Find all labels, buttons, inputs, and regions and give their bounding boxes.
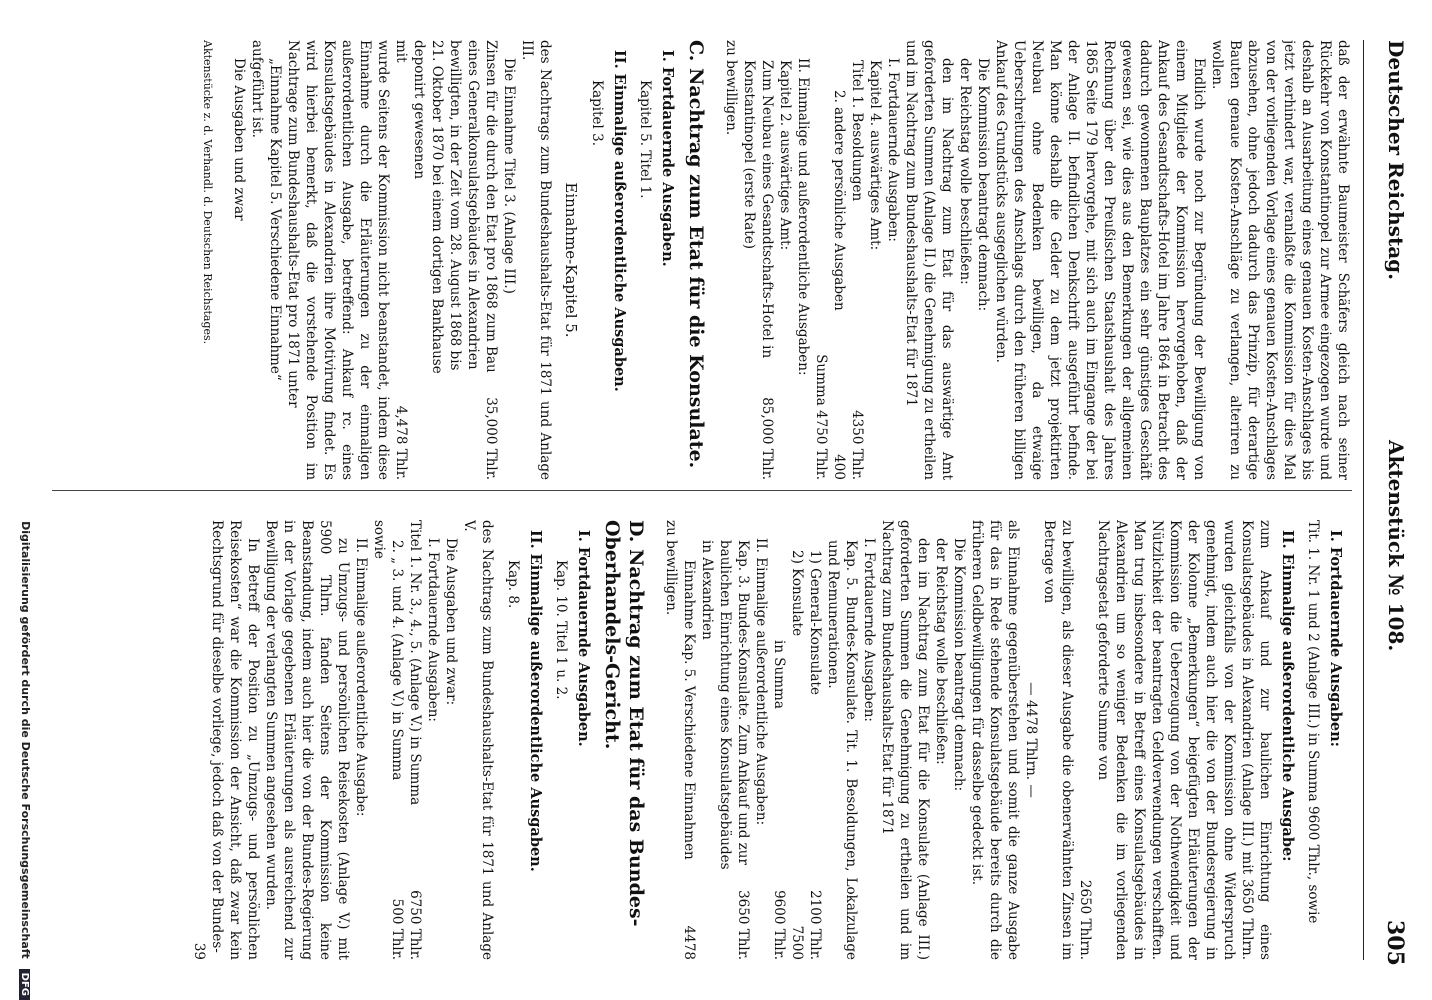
page-footer: Aktenstücke z. d. Verhandl. d. Deutschen Reichstages. (201, 40, 214, 345)
paragraph: des Nachtrags zum Bundeshaushalts-Etat für 1871 und Anlage V. (461, 520, 495, 960)
paragraph: den im Nachtrag zum Etat für die Konsulate (Anlage III.) geforderten Summen die Genehmigung zu ertheilen und im Nachtrag zum Bundeshaushalts-Etat für 1871 (879, 520, 931, 960)
section-label: I. Fortdauernde Ausgaben: (1327, 530, 1344, 748)
subsection-detail: Kapitel 5. Titel 1. (637, 80, 653, 199)
budget-line: 2) Konsulate (789, 550, 805, 637)
budget-amount: 2100 Thlr. (807, 890, 823, 960)
budget-line: 2. andere persönliche Ausgaben (831, 90, 847, 311)
paragraph: Die Ausgaben und zwar: (443, 538, 459, 706)
paragraph: mit (393, 40, 409, 63)
right-column (52, 520, 1352, 960)
paragraph: zu Umzugs- und persönlichen Reisekosten (Anlage V.) mit 5900 Thlrn. fanden Seitens der Kommission keine Beanstandung, indem auch hier die von der Bundes-Regierung in der Vorlage gegebenen Erläuterungen als ausreichend zur Bewilligung der verlangten Summen angesehen wurden. (263, 520, 351, 960)
budget-row (392, 40, 410, 480)
budget-row (806, 520, 824, 960)
section-label: II. Einmalige außerordentliche Ausgabe: (353, 538, 369, 817)
budget-line: Kapitel 4. auswärtiges Amt: (867, 60, 883, 251)
paragraph: den im Nachtrag zum Etat für das auswärtige Amt geforderten Summen (Anlage II.) die Genehmigung zu ertheilen und im Nachtrag zum Bundeshaushalts-Etat für 1871 (903, 40, 955, 480)
budget-line: Einnahme Kap. 5. Verschiedene Einnahmen (681, 560, 697, 860)
budget-amount: 7500 (789, 925, 805, 960)
section-label: I. Fortdauernde Ausgaben: (861, 538, 877, 722)
paragraph: der Reichstag wolle beschließen: (933, 538, 949, 765)
header-rule (1363, 40, 1364, 960)
paragraph: Die Einnahme Titel 3. (Anlage III.) (501, 58, 517, 294)
section-label: I. Fortdauernde Ausgaben: (425, 538, 441, 722)
budget-amount: 6750 Thlr. (407, 890, 423, 960)
paragraph: sowie (371, 520, 387, 559)
subsection-detail: Kapitel 3. (589, 80, 605, 146)
subsection-detail: Kap. 8. (505, 560, 521, 609)
budget-row (770, 520, 788, 960)
budget-row (848, 40, 866, 480)
budget-amount: 4,478 Thlr. (393, 405, 409, 480)
budget-row (388, 520, 406, 960)
budget-amount: — 4478 Thlrn. — (1023, 682, 1039, 798)
budget-line: Titel 1. Besoldungen (849, 60, 865, 202)
paragraph: Die Ausgaben und zwar (231, 58, 247, 221)
section-label: II. Einmalige außerordentliche Ausgabe: (1279, 530, 1296, 862)
paragraph: wurde Seitens der Kommission nicht beanstandet, indem diese Einnahme durch die Erläuterungen zu der einmaligen außerordentlichen Ausgabe, betreffend: Ankauf rc. eines Konsulatsgebäudes in Alexandrien ihre Motivirung findet. Es wird hierbei bemerkt, daß die vorstehende Position im Nachtrage zum Bundeshaushalts-Etat pro 1871 unter (285, 40, 391, 480)
paragraph: zu bewilligen. (723, 40, 739, 136)
section-heading-c: C. Nachtrag zum Etat für die Konsulate. (685, 40, 707, 469)
budget-amount: 500 Thlr. (389, 898, 405, 960)
paragraph: Endlich wurde noch zur Begründung der Bewilligung von einem Mitgliede der Kommission hervorgehoben, daß der Ankauf des Gesandtschafts-Hotel im Jahre 1864 in Betracht des dadurch gewonnenen Bauplatzes ein sehr günstiges Geschäft gewesen sei, wie dies aus den Bemerkungen der allgemeinen Rechnung über den Preußischen Staatshaushalt des Jahres 1865 Seite 179 hervorgehe, mit sich auch im Eingange der bei der Anlage II. befindlichen Denkschrift ausgeführt befinde. Man könne deshalb die Gelder zu dem jetzt projektirten Neubau ohne Bedenken bewilligen, da etwaige Ueberschreitungen des Anschlags durch den früheren billigen Ankauf des Grundstücks ausgeglichen würden. (993, 40, 1207, 480)
budget-line: Zum Neubau eines Gesandtschafts-Hotel in Konstantinopel (erste Rate) (741, 60, 775, 359)
section-label: II. Einmalige und außerordentliche Ausgaben: (795, 58, 811, 376)
paragraph: zum Ankauf und zur baulichen Einrichtung eines Konsulatsgebäudes in Alexandrien (Anlage III.) mit 3650 Thlrn. wurden gleichfalls von der Kommission ohne Widerspruch genehmigt, indem auch hier die von der Bundesregierung in der Kolonne „Bemerkungen“ beigefügten Erläuterungen der Kommission die Ueberzeugung von der Nothwendigkeit und Nützlichkeit der beantragten Geldverwendungen verschafften. Man trug insbesondere in Betreff eines Konsulatsgebäudes in Alexandrien um so weniger Bedenken die im vorliegenden Nachtragsetat geforderte Summe von (1095, 520, 1273, 960)
budget-line: 2. „ 3. und 4. (Anlage V.) in Summa (389, 540, 405, 781)
paragraph: Zinsen für die durch den Etat pro 1868 zum Bau eines Generalkonsulatsgebäudes in Alexandrien bewilligten, in der Zeit vom 28. August 1868 bis 21. Oktober 1870 bei einem dortigen Bankhause deponirt gewesenen (411, 40, 499, 374)
paragraph: zu bewilligen, als dieser Ausgabe die obenerwähnten Zinsen im Betrage von (1041, 520, 1075, 960)
budget-line: Titel 1. Nr. 3., 4., 5. (Anlage V.) in Summa (407, 520, 423, 806)
budget-amount: 4350 Thlr. (849, 410, 865, 480)
budget-amount: 85,000 Thlr. (759, 397, 775, 480)
credit-text: Digitalisierung gefördert durch die Deutsche Forschungsgemeinschaft (19, 521, 32, 959)
section-label: II. Einmalige außerordentliche Ausgaben: (753, 538, 769, 826)
budget-line: in Summa (771, 640, 787, 709)
budget-amount: 4478 (681, 925, 697, 960)
page-number: 305 (1382, 920, 1408, 966)
budget-row (410, 40, 500, 480)
digitization-credit (8, 0, 32, 1000)
paragraph: Die Kommission beantragt demnach: (975, 58, 991, 312)
budget-amount: 2650 Thlrn. (1077, 879, 1093, 960)
budget-line: Kap. 5. Bundes-Konsulate. Tit. 1. Besoldungen, Lokalzulage und Remunerationen. (825, 540, 859, 960)
subsection-heading: II. Einmalige außerordentliche Ausgaben. (527, 530, 544, 872)
budget-row (680, 520, 698, 960)
section-heading-d: D. Nachtrag zum Etat für das Bundes-Oberhandels-Gericht. (601, 520, 647, 927)
subsection-detail: Kap. 10. Titel 1 u. 2. (553, 560, 569, 700)
paragraph: Tit. 1. Nr. 1 und 2 (Anlage III.) in Summa 9600 Thlr., sowie (1305, 520, 1321, 924)
running-header-center: Aktenstück № 108. (1384, 440, 1408, 652)
left-column (52, 40, 1352, 480)
budget-amount: 400 (831, 454, 847, 480)
signature-mark: 39 (191, 942, 207, 960)
paragraph: der Reichstag wolle beschließen: (957, 58, 973, 285)
column-divider (52, 490, 1352, 491)
budget-line: Kapitel 2. auswärtiges Amt: (777, 60, 793, 251)
paragraph: des Nachtrags zum Bundeshaushalts-Etat für 1871 und Anlage III. (519, 40, 553, 480)
budget-row (698, 520, 752, 960)
budget-amount: 3650 Thlr. (735, 890, 751, 960)
section-label: I. Fortdauernde Ausgaben: (885, 58, 901, 242)
budget-line: Kap. 3. Bundes-Konsulate. Zum Ankauf und zur baulichen Einrichtung eines Konsulatsgebäudes in Alexandrien (699, 540, 751, 870)
running-header-left: Deutscher Reichstag. (1384, 40, 1408, 281)
subsection-heading: I. Fortdauernde Ausgaben. (659, 50, 676, 267)
budget-total: 9600 Thlr. (771, 890, 787, 960)
dfg-logo: DFG (19, 969, 30, 1000)
paragraph: „Einnahme Kapitel 5. Verschiedene Einnahme“ (267, 58, 283, 381)
budget-row (740, 40, 776, 480)
budget-row (406, 520, 424, 960)
budget-total: Summa 4750 Thlr. (813, 354, 829, 480)
subsection-heading: I. Fortdauernde Ausgaben. (575, 530, 592, 747)
paragraph: aufgeführt ist. (249, 40, 265, 138)
paragraph: zu bewilligen. (663, 520, 679, 616)
paragraph: daß der erwähnte Baumeister Schäfers gleich nach seiner Rückkehr von Konstantinopel zur Armee eingezogen wurde und deshalb an Ausarbeitung eines genauen Kosten-Anschlages bis jetzt verhindert war, veranlaßte die Kommission für dies Mal von der vorliegenden Vorlage eines genauen Kosten-Anschlages abzusehen, ohne jedoch dadurch das Prinzip, für derartige Bauten genaue Kosten-Anschläge zu verlangen, alteriren zu wollen. (1209, 40, 1351, 480)
budget-amount: 35,000 Thlr. (483, 397, 499, 480)
subsection-heading: II. Einmalige außerordentliche Ausgaben. (611, 50, 628, 392)
paragraph: Die Kommission beantragt demnach: (951, 538, 967, 792)
paragraph: In Betreff der Position zu „Umzugs- und persönlichen Reisekosten“ war die Kommission der Ansicht, daß zwar kein Rechtsgrund für dieselbe vorliege, jedoch daß von der Bundes- (209, 520, 261, 960)
budget-row (788, 520, 806, 960)
paragraph: als Einnahme gegenüberstehen und somit die ganze Ausgabe für das in Rede stehende Konsulatsgebäude bereits durch die früheren Geldbewilligungen für dasselbe gedeckt ist. (969, 520, 1021, 960)
einnahme-heading: Einnahme-Kapitel 5. (562, 182, 580, 338)
budget-row (830, 40, 848, 480)
budget-line: 1) General-Konsulate (807, 550, 823, 695)
